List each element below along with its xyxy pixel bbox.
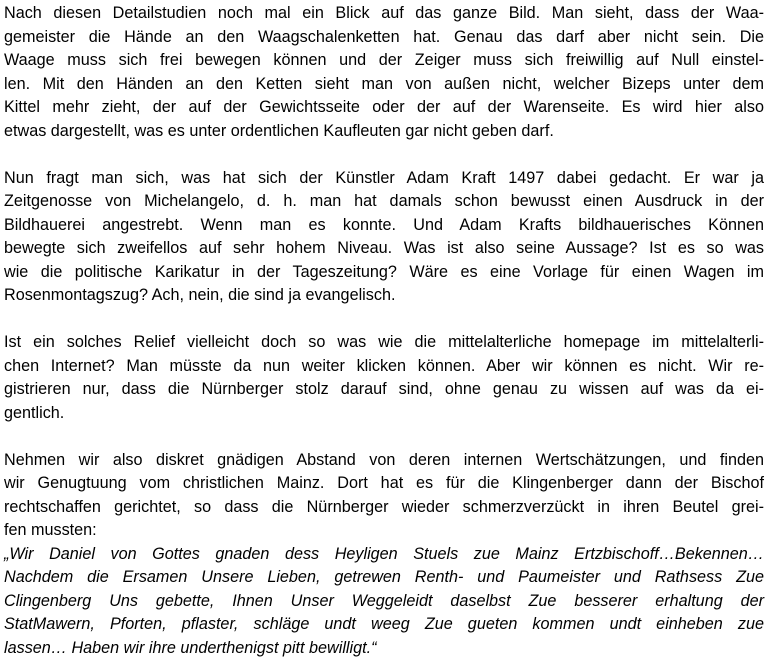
quote-line: Nachdem die Ersamen Unsere Lieben, getrewen Renth- und Paumeister und Rathsess Zue	[4, 566, 764, 590]
text-line: Bildhauerei angestrebt. Wenn man es konnte. Und Adam Krafts bildhauerisches Können	[4, 214, 764, 238]
paragraph-spacer	[4, 425, 764, 449]
paragraph-relief-homepage	[4, 331, 764, 425]
text-line: wir Genugtuung vom christlichen Mainz. Dort hat es für die Klingenberger dann der Bischof	[4, 472, 764, 496]
text-line: Kittel mehr zieht, der auf der Gewichtsseite oder der auf der Warenseite. Es wird hier also	[4, 96, 764, 120]
paragraph-adam-kraft	[4, 167, 764, 308]
quote-line: StatMawern, Pforten, pflaster, schläge undt weeg Zue gueten kommen undt einheben zue	[4, 613, 764, 637]
text-line: fen mussten:	[4, 519, 764, 543]
quote-line: lassen… Haben wir ihre underthenigst pitt bewilligt.“	[4, 637, 764, 660]
quotation-block	[4, 543, 764, 660]
text-line: etwas dargestellt, was es unter ordentlichen Kaufleuten gar nicht geben darf.	[4, 120, 764, 144]
text-line: bewegte sich zweifellos auf sehr hohem Niveau. Was ist also seine Aussage? Ist es so was	[4, 237, 764, 261]
text-line: len. Mit den Händen an den Ketten sieht man von außen nicht, welcher Bizeps unter dem	[4, 73, 764, 97]
text-line: Waage muss sich frei bewegen können und der Zeiger muss sich freiwillig auf Null einstel-	[4, 49, 764, 73]
paragraph-spacer	[4, 308, 764, 332]
text-line: rechtschaffen gerichtet, so dass die Nürnberger wieder schmerzverzückt in ihren Beutel grei-	[4, 496, 764, 520]
text-line: chen Internet? Man müsste da nun weiter klicken können. Aber wir können es nicht. Wir re-	[4, 355, 764, 379]
text-line: Nehmen wir also diskret gnädigen Abstand von deren internen Wertschätzungen, und finden	[4, 449, 764, 473]
document-page	[4, 2, 764, 660]
paragraph-waagemeister	[4, 2, 764, 143]
text-line: Zeitgenosse von Michelangelo, d. h. man hat damals schon bewusst einen Ausdruck in der	[4, 190, 764, 214]
text-line: Nun fragt man sich, was hat sich der Künstler Adam Kraft 1497 dabei gedacht. Er war ja	[4, 167, 764, 191]
paragraph-spacer	[4, 143, 764, 167]
text-line: gistrieren nur, dass die Nürnberger stolz darauf sind, ohne genau zu wissen auf was da ei-	[4, 378, 764, 402]
text-line: Ist ein solches Relief vielleicht doch so was wie die mittelalterliche homepage im mittelalterli-	[4, 331, 764, 355]
text-line: Rosenmontagszug? Ach, nein, die sind ja evangelisch.	[4, 284, 764, 308]
paragraph-mainz	[4, 449, 764, 543]
quote-line: Clingenberg Uns gebette, Ihnen Unser Weggeleidt daselbst Zue besserer erhaltung der	[4, 590, 764, 614]
text-line: gentlich.	[4, 402, 764, 426]
text-line: Nach diesen Detailstudien noch mal ein Blick auf das ganze Bild. Man sieht, dass der Waa-	[4, 2, 764, 26]
text-line: gemeister die Hände an den Waagschalenketten hat. Genau das darf aber nicht sein. Die	[4, 26, 764, 50]
text-line: wie die politische Karikatur in der Tageszeitung? Wäre es eine Vorlage für einen Wagen im	[4, 261, 764, 285]
quote-line: „Wir Daniel von Gottes gnaden dess Heyligen Stuels zue Mainz Ertzbischoff…Bekennen…	[4, 543, 764, 567]
